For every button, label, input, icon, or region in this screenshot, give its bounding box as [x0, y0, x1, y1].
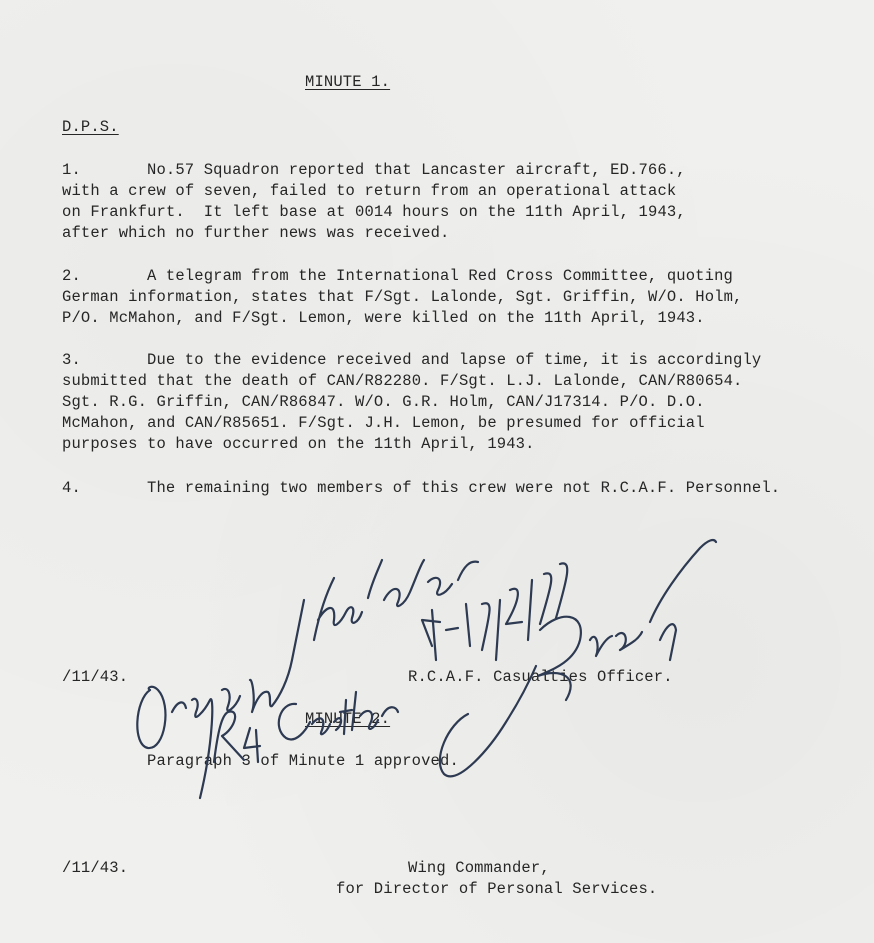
paragraph-line: McMahon, and CAN/R85651. F/Sgt. J.H. Lemon, be presumed for official	[62, 414, 705, 432]
handwriting-holder-stroke	[314, 560, 478, 640]
paragraph-line: Due to the evidence received and lapse of time, it is accordingly	[147, 351, 762, 369]
paragraph-line: on Frankfurt. It left base at 0014 hours on the 11th April, 1943,	[62, 203, 686, 221]
paragraph-line: A telegram from the International Red Cross Committee, quoting	[147, 267, 733, 285]
paragraph-number: 2.	[62, 267, 81, 285]
minute-1-date: /11/43.	[62, 668, 129, 686]
paragraph-line: submitted that the death of CAN/R82280. F/Sgt. L.J. Lalonde, CAN/R80654.	[62, 372, 743, 390]
handwriting-date-stroke	[422, 563, 567, 660]
minute-2-signatory-title: Wing Commander,	[408, 859, 550, 877]
signature-stroke	[440, 540, 716, 776]
addressee: D.P.S.	[62, 118, 119, 136]
paragraph-line: The remaining two members of this crew were not R.C.A.F. Personnel.	[147, 479, 781, 497]
minute-1-signatory: R.C.A.F. Casualties Officer.	[408, 668, 673, 686]
minute-2-text: Paragraph 3 of Minute 1 approved.	[147, 752, 459, 770]
paragraph-number: 1.	[62, 161, 81, 179]
minute-2-heading: MINUTE 2.	[305, 710, 391, 728]
paragraph-line: No.57 Squadron reported that Lancaster aircraft, ED.766.,	[147, 161, 686, 179]
paragraph-line: Sgt. R.G. Griffin, CAN/R86847. W/O. G.R. Holm, CAN/J17314. P/O. D.O.	[62, 393, 705, 411]
paragraph-number: 3.	[62, 351, 81, 369]
minute-1-heading: MINUTE 1.	[305, 73, 391, 91]
paragraph-line: with a crew of seven, failed to return from an operational attack	[62, 182, 677, 200]
paragraph-line: after which no further news was received.	[62, 224, 450, 242]
paragraph-line: German information, states that F/Sgt. Lalonde, Sgt. Griffin, W/O. Holm,	[62, 288, 743, 306]
paragraph-line: P/O. McMahon, and F/Sgt. Lemon, were killed on the 11th April, 1943.	[62, 309, 705, 327]
minute-2-signatory-office: for Director of Personal Services.	[336, 880, 658, 898]
minute-2-date: /11/43.	[62, 859, 129, 877]
paragraph-line: purposes to have occurred on the 11th April, 1943.	[62, 435, 535, 453]
paragraph-number: 4.	[62, 479, 81, 497]
